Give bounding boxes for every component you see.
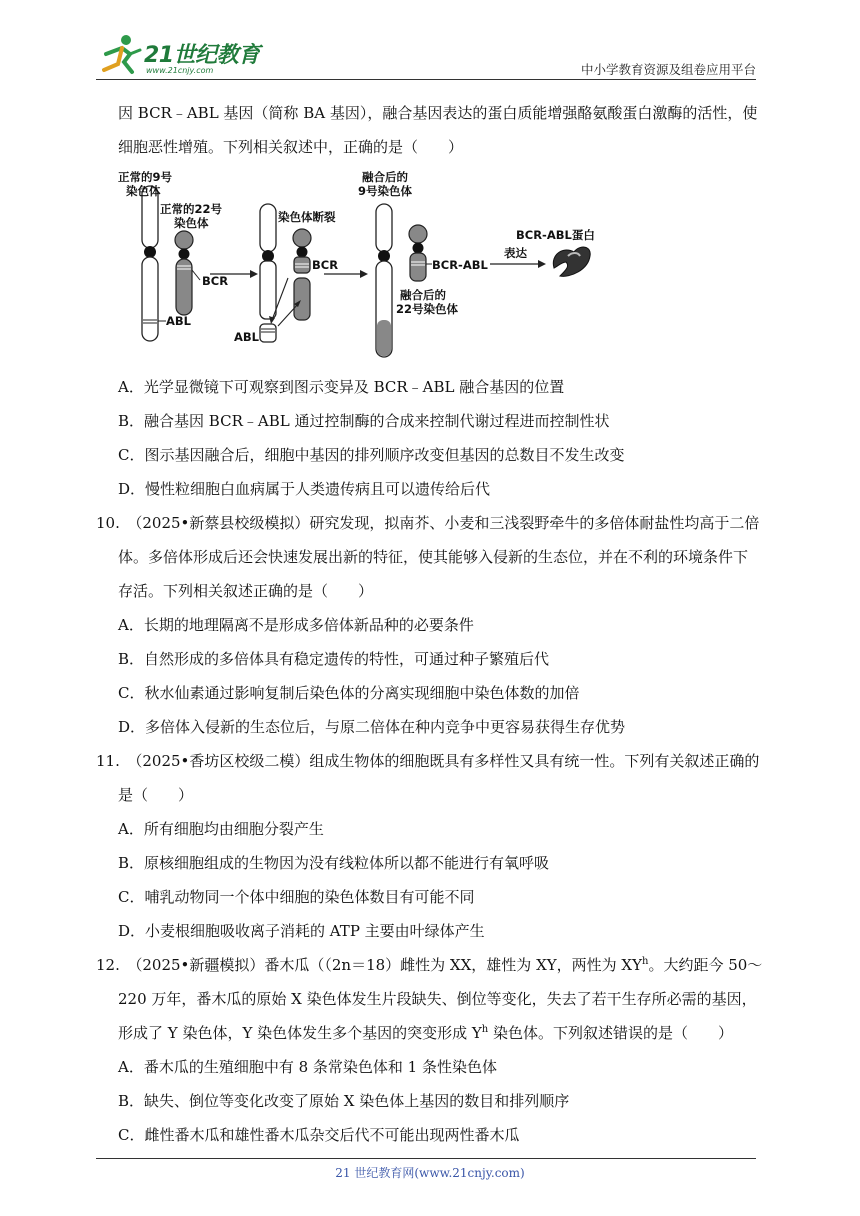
- chromosome-9-broken: [260, 204, 276, 342]
- chromosome-9-fused: [376, 204, 392, 357]
- label-bcr: BCR: [202, 274, 229, 288]
- q10-stem-line2: 体。多倍体形成后还会快速发展出新的特征，使其能够入侵新的生态位，并在不利的环境条件下: [118, 548, 749, 566]
- q10-option-d: D．多倍体入侵新的生态位后，与原二倍体在种内竞争中更容易获得生存优势: [118, 718, 626, 736]
- q12-stem-line3: 形成了 Y 染色体，Y 染色体发生多个基因的突变形成 $Y^h$ 染色体。下列叙述错误的是（ ）: [118, 1024, 734, 1042]
- label-abl: ABL: [166, 314, 191, 328]
- q12-stem-line1: 12. （2025•新疆模拟）番木瓜（（2n＝18）雌性为 XX，雄性为 XY，两性为 $XY^h$。大约距今 50～: [96, 956, 763, 974]
- q9-stem-line2: 细胞恶性增殖。下列相关叙述中，正确的是（ ）: [118, 138, 464, 156]
- label-bcr-2: BCR: [312, 258, 339, 272]
- q12-stem-line2: 220 万年，番木瓜的原始 X 染色体发生片段缺失、倒位等变化，失去了若干生存所必需的基因，: [118, 990, 757, 1008]
- q9-option-d: D．慢性粒细胞白血病属于人类遗传病且可以遗传给后代: [118, 480, 491, 498]
- header-platform-name: 中小学教育资源及组卷应用平台: [580, 62, 756, 77]
- label-break: 染色体断裂: [278, 210, 336, 224]
- chromosome-fusion-figure: [118, 166, 618, 362]
- label-fused-22b: 22号染色体: [396, 302, 459, 316]
- q12-option-a: A．番木瓜的生殖细胞中有 8 条常染色体和 1 条性染色体: [118, 1058, 497, 1076]
- q9-stem-line1: 因 BCR﹣ABL 基因（简称 BA 基因），融合基因表达的蛋白质能增强酪氨酸蛋白激酶的活性，使: [118, 104, 758, 122]
- q11-option-b: B．原核细胞组成的生物因为没有线粒体所以都不能进行有氧呼吸: [118, 854, 550, 872]
- q10-option-a: A．长期的地理隔离不是形成多倍体新品种的必要条件: [118, 616, 474, 634]
- label-fused-9: 融合后的: [362, 170, 408, 184]
- q9-option-c: C．图示基因融合后，细胞中基因的排列顺序改变但基因的总数目不发生改变: [118, 446, 625, 464]
- document-body: [96, 96, 764, 1152]
- q11-option-a: A．所有细胞均由细胞分裂产生: [118, 820, 324, 838]
- q9-option-a: A．光学显微镜下可观察到图示变异及 BCR﹣ABL 融合基因的位置: [118, 378, 565, 396]
- q10-option-c: C．秋水仙素通过影响复制后染色体的分离实现细胞中染色体数的加倍: [118, 684, 580, 702]
- label-fused-9b: 9号染色体: [358, 184, 413, 198]
- q11-option-c: C．哺乳动物同一个体中细胞的染色体数目有可能不同: [118, 888, 475, 906]
- label-normal-9b: 染色体: [126, 184, 161, 198]
- q10-stem-line1: 10. （2025•新蔡县校级模拟）研究发现，拟南芥、小麦和三浅裂野牵牛的多倍体耐盐性均高于二倍: [96, 514, 760, 532]
- label-normal-22: 正常的22号: [160, 202, 223, 216]
- chromosome-22-normal: [175, 231, 200, 315]
- q11-stem-line2: 是（ ）: [118, 786, 194, 804]
- header-divider: [96, 79, 756, 80]
- label-protein: BCR-ABL蛋白: [516, 228, 595, 242]
- q12-option-c: C．雌性番木瓜和雄性番木瓜杂交后代不可能出现两性番木瓜: [118, 1126, 520, 1144]
- logo-text: 21世纪教育: [144, 43, 260, 68]
- q11-stem-line1: 11. （2025•香坊区校级二模）组成生物体的细胞既具有多样性又具有统一性。下列有关叙述正确的: [96, 752, 760, 770]
- label-normal-9: 正常的9号: [118, 170, 173, 184]
- bcr-abl-protein-icon: [553, 247, 590, 276]
- q10-stem-line3: 存活。下列相关叙述正确的是（ ）: [118, 582, 374, 600]
- site-logo: [96, 32, 266, 78]
- q11-option-d: D．小麦根细胞吸收离子消耗的 ATP 主要由叶绿体产生: [118, 922, 485, 940]
- q12-option-b: B．缺失、倒位等变化改变了原始 X 染色体上基因的数目和排列顺序: [118, 1092, 570, 1110]
- label-express: 表达: [504, 246, 527, 260]
- label-bcr-abl: BCR-ABL: [432, 258, 488, 272]
- logo-url: www.21cnjy.com: [146, 66, 214, 75]
- q10-option-b: B．自然形成的多倍体具有稳定遗传的特性，可通过种子繁殖后代: [118, 650, 550, 668]
- label-fused-22: 融合后的: [400, 288, 446, 302]
- page-header: [96, 30, 756, 80]
- footer-divider: [96, 1158, 756, 1159]
- runner-icon: [96, 32, 146, 78]
- page-footer: 21 世纪教育网(www.21cnjy.com): [335, 1166, 525, 1180]
- q9-option-b: B．融合基因 BCR﹣ABL 通过控制酶的合成来控制代谢过程进而控制性状: [118, 412, 610, 430]
- label-normal-22b: 染色体: [174, 216, 209, 230]
- label-abl-2: ABL: [234, 330, 259, 344]
- chromosome-22-fused: [409, 225, 432, 281]
